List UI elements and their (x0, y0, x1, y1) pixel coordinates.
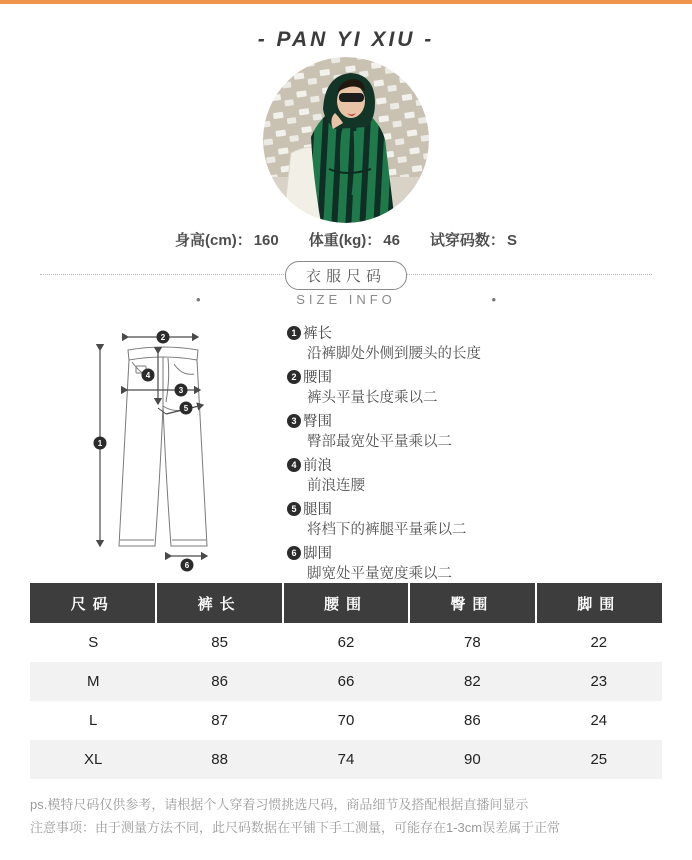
model-photo (263, 57, 429, 223)
stat-weight-label: 体重(kg)： (308, 232, 382, 249)
guide-desc-5: 将档下的裤腿平量乘以二 (307, 522, 467, 538)
guide-term-2: 腰围 (303, 370, 332, 386)
col-header-waist: 腰围 (283, 583, 409, 623)
stat-height-label: 身高(cm)： (175, 232, 252, 249)
cell-value: 86 (156, 662, 282, 701)
guide-term-4: 前浪 (303, 458, 332, 474)
marker-1: 1 (97, 439, 103, 448)
cell-value: 90 (409, 740, 535, 779)
note-line-2: 注意事项：由于测量方法不同，此尺码数据在平铺下手工测量，可能存在1-3cm误差属于正常 (30, 820, 561, 835)
model-photo-art (263, 57, 429, 223)
guide-num-6-icon: 6 (287, 546, 301, 560)
guide-num-1-icon: 1 (287, 326, 301, 340)
size-info-row (196, 292, 496, 307)
table-row-xl (30, 740, 662, 779)
guide-item-6 (287, 542, 667, 585)
guide-desc-2: 裤头平量长度乘以二 (307, 390, 438, 406)
guide-term-1: 裤长 (303, 326, 332, 342)
section-badge: 衣服尺码 (285, 261, 407, 290)
note-line-1: ps.模特尺码仅供参考，请根据个人穿着习惯挑选尺码，商品细节及搭配根据直播间显示 (30, 797, 529, 812)
guide-num-2-icon: 2 (287, 370, 301, 384)
pants-diagram-svg (62, 328, 267, 573)
cell-value: 87 (211, 712, 228, 729)
guide-desc-3: 臀部最宽处平量乘以二 (307, 434, 452, 450)
guide-desc-4: 前浪连腰 (307, 478, 365, 494)
guide-num-3-icon: 3 (287, 414, 301, 428)
size-table (30, 583, 662, 779)
cell-value: 66 (283, 662, 409, 701)
measure-guide (287, 322, 667, 586)
cell-value: 78 (464, 634, 481, 651)
marker-4: 4 (145, 371, 151, 380)
table-row-s (30, 623, 662, 662)
model-stats (0, 229, 692, 250)
cell-value: 85 (211, 634, 228, 651)
guide-term-5: 腿围 (303, 502, 332, 518)
guide-desc-6: 脚宽处平量宽度乘以二 (307, 566, 452, 582)
guide-desc-1: 沿裤脚处外侧到腰头的长度 (307, 346, 481, 362)
col-header-leg-opening: 脚围 (536, 583, 662, 623)
cell-size: S (88, 634, 99, 651)
guide-item-3 (287, 410, 667, 453)
top-accent-bar (0, 0, 692, 4)
size-table-header-row (30, 583, 662, 623)
bullet-left-icon: • (196, 292, 201, 307)
marker-5: 5 (183, 404, 189, 413)
stat-weight (309, 229, 400, 250)
diagram-markers (94, 331, 194, 572)
pants-measurement-diagram (62, 328, 267, 573)
cell-value: 25 (536, 740, 662, 779)
cell-value: 24 (590, 712, 608, 729)
cell-size: L (89, 712, 98, 729)
guide-term-3: 臀围 (303, 414, 332, 430)
guide-item-2 (287, 366, 667, 409)
stat-fitting-size (430, 229, 517, 250)
brand-title: - PAN YI XIU - (257, 28, 435, 51)
table-row-l (30, 701, 662, 740)
cell-value: 86 (464, 712, 481, 729)
stat-fitting-size-value: S (506, 232, 517, 249)
stat-height-value: 160 (253, 232, 279, 249)
guide-num-4-icon: 4 (287, 458, 301, 472)
marker-6: 6 (184, 561, 190, 570)
footer-notes (30, 793, 670, 839)
stat-fitting-size-label: 试穿码数： (429, 232, 505, 249)
col-header-hip: 臀围 (409, 583, 535, 623)
guide-num-5-icon: 5 (287, 502, 301, 516)
marker-3: 3 (178, 386, 184, 395)
cell-value: 22 (590, 634, 608, 651)
col-header-pant-length: 裤长 (156, 583, 282, 623)
stat-weight-value: 46 (383, 232, 400, 249)
cell-value: 70 (337, 712, 355, 729)
cell-value: 88 (156, 740, 282, 779)
cell-value: 82 (409, 662, 535, 701)
size-info-label: SIZE INFO (296, 292, 396, 307)
col-header-size: 尺码 (30, 583, 156, 623)
guide-item-5 (287, 498, 667, 541)
guide-item-4 (287, 454, 667, 497)
cell-value: 74 (283, 740, 409, 779)
section-divider (40, 261, 652, 287)
cell-size: M (30, 662, 156, 701)
stat-height (175, 229, 279, 250)
table-row-m (30, 662, 662, 701)
marker-2: 2 (160, 333, 166, 342)
cell-size: XL (30, 740, 156, 779)
cell-value: 62 (337, 634, 355, 651)
guide-term-6: 脚围 (303, 546, 332, 562)
guide-item-1 (287, 322, 667, 365)
bullet-right-icon: • (491, 292, 496, 307)
cell-value: 23 (536, 662, 662, 701)
